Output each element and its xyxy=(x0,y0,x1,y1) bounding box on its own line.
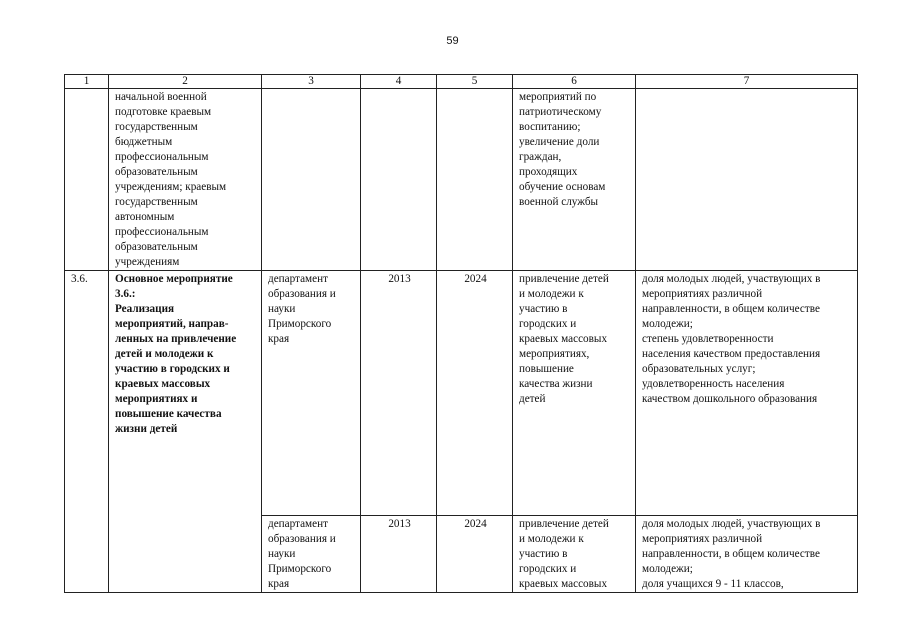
executor-cell: департамент образования и науки Приморского края xyxy=(262,271,361,516)
executor-cell: департамент образования и науки Приморского края xyxy=(262,516,361,593)
header-col-5: 5 xyxy=(437,75,513,89)
indicators-cell xyxy=(636,89,858,271)
end-year-cell: 2024 xyxy=(437,271,513,516)
end-year-cell: 2024 xyxy=(437,516,513,593)
table-header-row xyxy=(65,75,858,89)
start-year-cell xyxy=(361,89,437,271)
header-col-1: 1 xyxy=(65,75,109,89)
end-year-cell xyxy=(437,89,513,271)
table-row xyxy=(65,89,858,271)
page-number: 59 xyxy=(446,35,459,47)
header-col-6: 6 xyxy=(513,75,636,89)
measures-table xyxy=(64,74,858,593)
header-col-7: 7 xyxy=(636,75,858,89)
table-row xyxy=(65,271,858,516)
header-col-2: 2 xyxy=(109,75,262,89)
start-year-cell: 2013 xyxy=(361,516,437,593)
start-year-cell: 2013 xyxy=(361,271,437,516)
indicators-cell: доля молодых людей, участвующих в мероприятиях различной направленности, в общем количестве молодежи; доля учащихся 9 - 11 классов, xyxy=(636,516,858,593)
expected-result-cell: привлечение детей и молодежи к участию в городских и краевых массовых xyxy=(513,516,636,593)
executor-cell xyxy=(262,89,361,271)
measure-name-cell: начальной военной подготовке краевым государственным бюджетным профессиональным образовательным учреждениям; краевым государственным автономным профессиональным образовательным учреждениям xyxy=(109,89,262,271)
measure-name-cell: Основное мероприятие 3.6.: Реализация мероприятий, направ- ленных на привлечение детей и молодежи к участию в городских и краевых массовых мероприятиях и повышение качества жизни детей xyxy=(109,271,262,593)
header-col-3: 3 xyxy=(262,75,361,89)
indicators-cell: доля молодых людей, участвующих в мероприятиях различной направленности, в общем количестве молодежи; степень удовлетворенности населения качеством предоставления образовательных услуг; удовлетворенность населения качеством дошкольного образования xyxy=(636,271,858,516)
expected-result-cell: мероприятий по патриотическому воспитанию; увеличение доли граждан, проходящих обучение основам военной службы xyxy=(513,89,636,271)
row-number-cell: 3.6. xyxy=(65,271,109,593)
header-col-4: 4 xyxy=(361,75,437,89)
row-number-cell xyxy=(65,89,109,271)
expected-result-cell: привлечение детей и молодежи к участию в городских и краевых массовых мероприятиях, повышение качества жизни детей xyxy=(513,271,636,516)
